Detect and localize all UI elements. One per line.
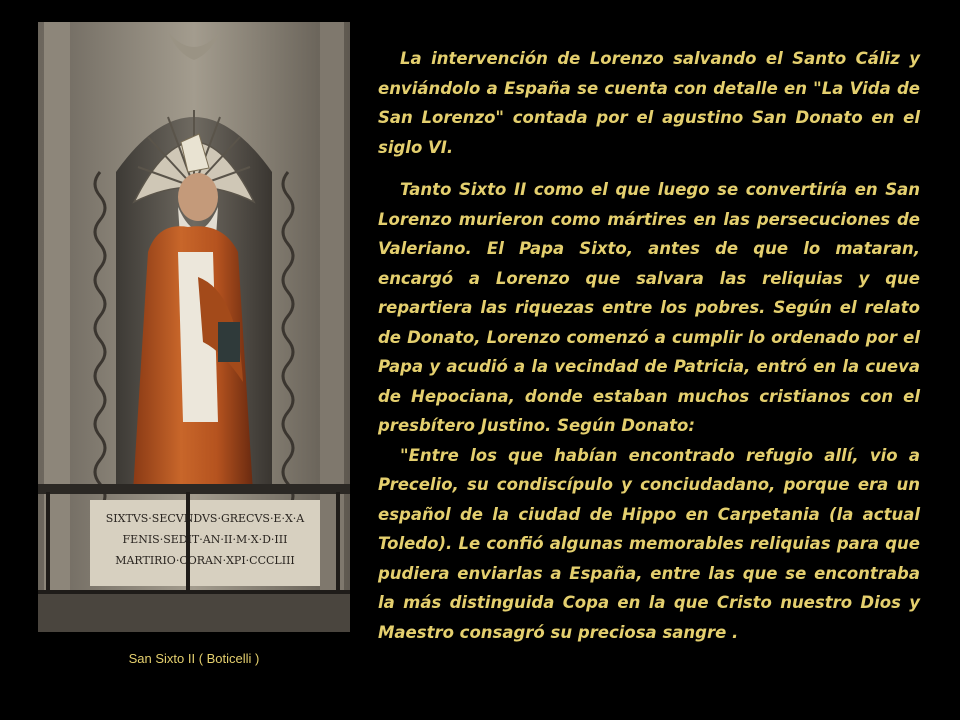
main-text [378,44,920,647]
paragraph-3: "Entre los que habían encontrado refugio allí, vio a Precelio, su condiscípulo y conciudadano, porque era un español de la ciudad de Hippo en Carpetania (la actual Toledo). Le confió algunas memorables reliquias para que pudiera enviarlas a España, entre las que se encontraba la más distinguida Copa en la que Cristo nuestro Dios y Maestro consagró su preciosa sangre . [378,445,920,642]
fresco-illustration [38,22,350,632]
image-caption: San Sixto II ( Boticelli ) [128,651,260,666]
inscription-line-3: MARTIRIO·CORAN·XPI·CCCLIII [115,554,295,567]
inscription-line-2: FENIS·SEDIT·AN·II·M·X·D·III [122,533,288,546]
paragraph-2: Tanto Sixto II como el que luego se convertiría en San Lorenzo murieron como mártires en las persecuciones de Valeriano. El Papa Sixto, antes de que lo mataran, encargó a Lorenzo que salvara las reliquias y que repartiera las riquezas entre los pobres. Según el relato de Donato, Lorenzo comenzó a cumplir lo ordenado por el Papa y acudió a la vecindad de Patricia, entró en la cueva de Hepociana, donde estaban muchos cristianos con el presbítero Justino. Según Donato: [378,180,920,435]
painting-image [38,22,350,632]
paragraph-1: La intervención de Lorenzo salvando el Santo Cáliz y enviándolo a España se cuenta con detalle en "La Vida de San Lorenzo" contada por el agustino San Donato en el siglo VI. [378,49,920,157]
inscription-line-1: SIXTVS·SECVNDVS·GRECVS·E·X·A [105,512,305,525]
